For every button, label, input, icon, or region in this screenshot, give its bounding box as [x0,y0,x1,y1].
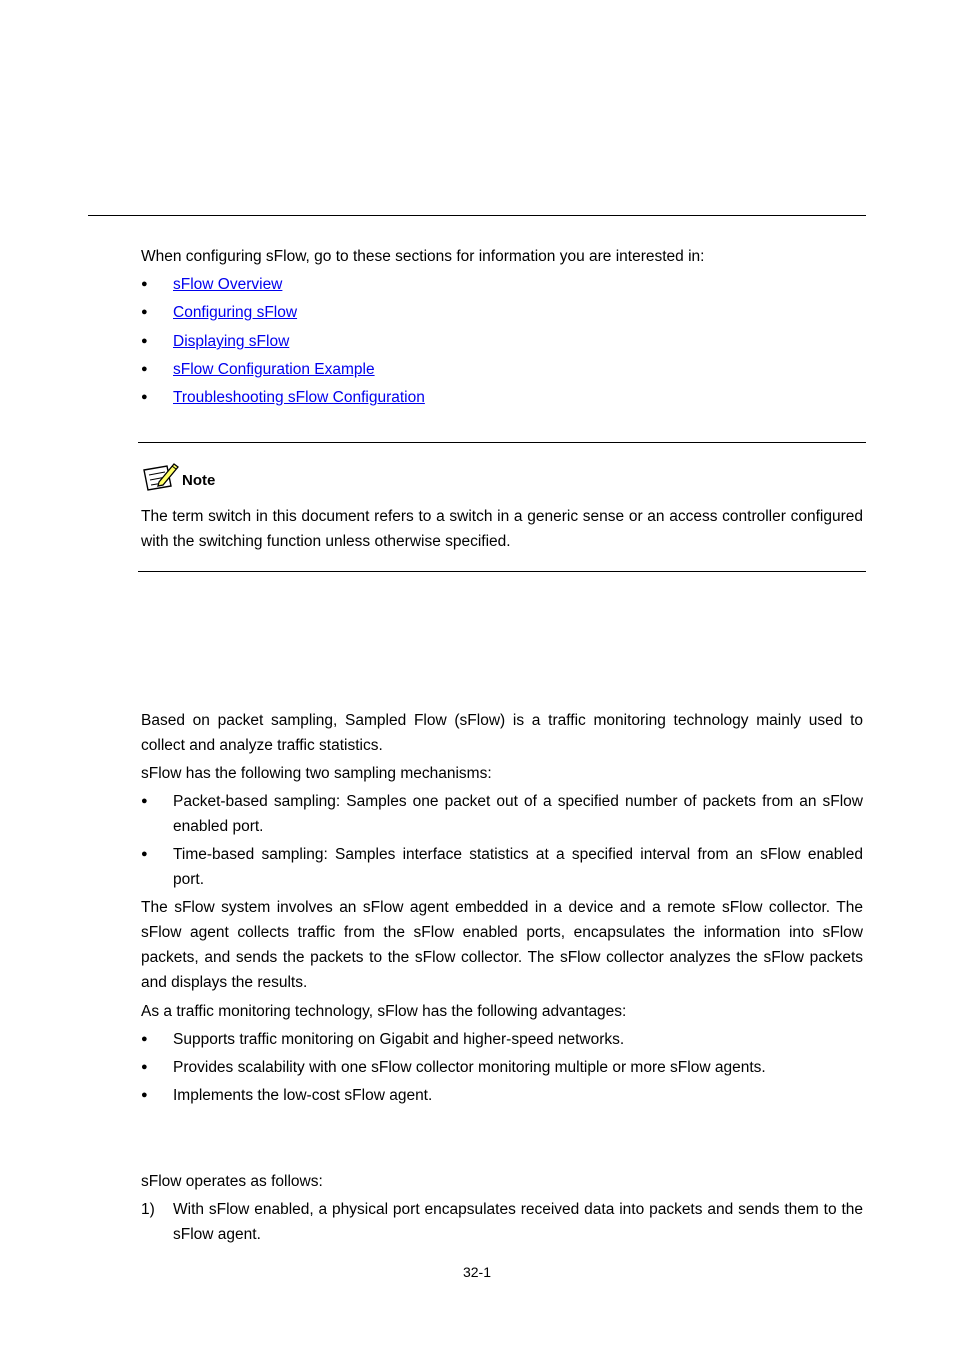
header-rule [88,215,866,216]
advantage-item: Supports traffic monitoring on Gigabit and higher-speed networks. [173,1031,625,1048]
bullet-icon: ● [141,278,148,290]
advantage-item: Implements the low-cost sFlow agent. [173,1087,433,1104]
toc-link-displaying[interactable]: Displaying sFlow [173,333,290,350]
note-label: Note [182,472,216,489]
bullet-icon: ● [141,848,148,860]
bullet-icon: ● [141,1061,148,1073]
bullet-icon: ● [141,1033,148,1045]
note-top-rule [138,442,866,443]
toc-link-configuring[interactable]: Configuring sFlow [173,304,298,321]
bullet-icon: ● [141,306,148,318]
overview-paragraph-1: Based on packet sampling, Sampled Flow (sFlow) is a traffic monitoring technology mainly used to collect and analyze traffic statistics. [141,712,863,754]
bullet-icon: ● [141,335,148,347]
mechanism-item: Time-based sampling: Samples interface statistics at a specified interval from an sFlow enabled port. [173,846,863,888]
toc-link-overview[interactable]: sFlow Overview [173,276,283,293]
step-number: 1) [141,1201,155,1218]
bullet-icon: ● [141,363,148,375]
page-number: 32-1 [462,1264,492,1280]
bullet-icon: ● [141,795,148,807]
toc-link-troubleshooting[interactable]: Troubleshooting sFlow Configuration [173,389,425,406]
mechanism-item: Packet-based sampling: Samples one packet out of a specified number of packets from an sFlow enabled port. [173,793,863,835]
overview-paragraph-4: As a traffic monitoring technology, sFlow has the following advantages: [141,1003,627,1020]
note-text: The term switch in this document refers to a switch in a generic sense or an access controller configured with the switching function unless otherwise specified. [141,508,863,550]
toc-link-example[interactable]: sFlow Configuration Example [173,361,375,378]
note-bottom-rule [138,571,866,572]
bullet-icon: ● [141,1089,148,1101]
advantage-item: Provides scalability with one sFlow collector monitoring multiple or more sFlow agents. [173,1059,766,1076]
overview-paragraph-2: sFlow has the following two sampling mechanisms: [141,765,492,782]
overview-paragraph-3: The sFlow system involves an sFlow agent embedded in a device and a remote sFlow collector. The sFlow agent collects traffic from the sFlow enabled ports, encapsulates the information into sFlow packets, and sends the packets to the sFlow collector. The sFlow collector analyzes the sFlow packets and displays the results. [141,899,863,991]
intro-text: When configuring sFlow, go to these sections for information you are interested in: [141,248,705,265]
operation-paragraph: sFlow operates as follows: [141,1173,323,1190]
note-pencil-icon [141,460,179,492]
bullet-icon: ● [141,391,148,403]
step-text: With sFlow enabled, a physical port encapsulates received data into packets and sends them to the sFlow agent. [173,1201,863,1243]
